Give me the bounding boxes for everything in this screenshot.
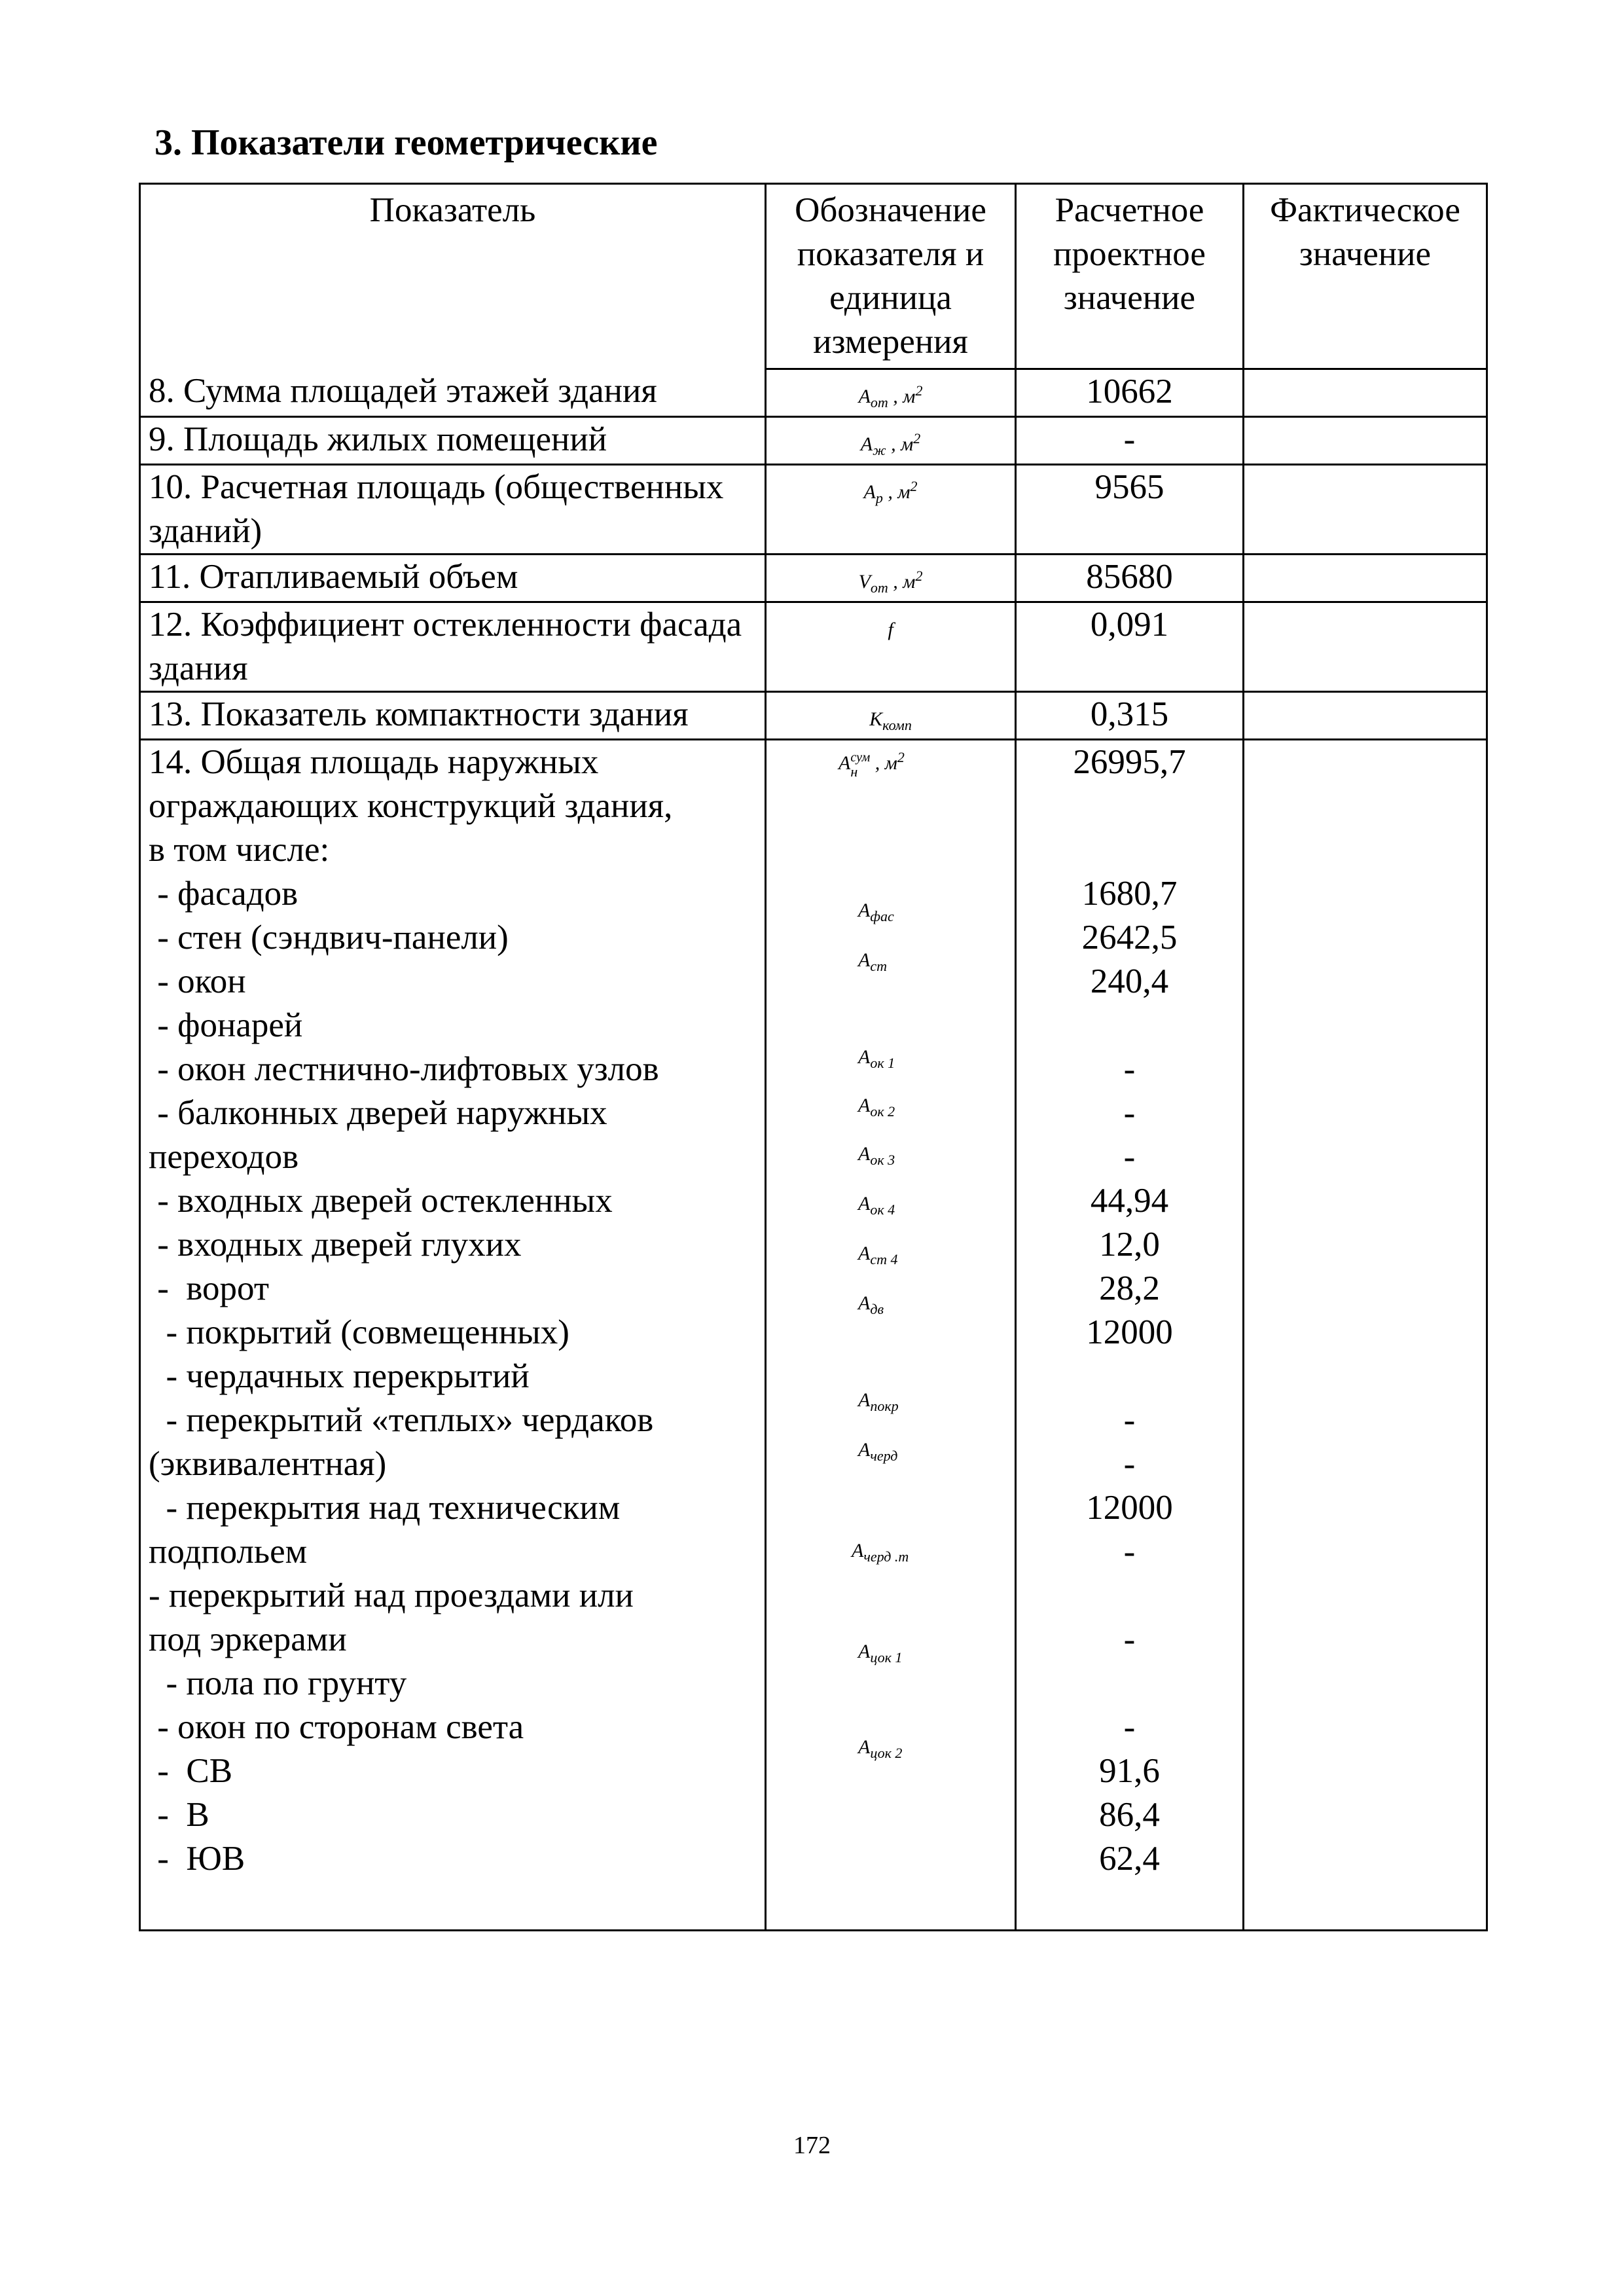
row14-symbols <box>767 740 1015 1919</box>
indicator-line: - окон по сторонам света <box>149 1708 524 1746</box>
indicator-line: (эквивалентная) <box>149 1445 387 1483</box>
value-line: 2642,5 <box>1081 919 1178 957</box>
designation-symbol: $V_{от}$ , $м^2$ <box>858 568 923 596</box>
value-line: - <box>1123 1445 1136 1483</box>
design-value-cell: 9565 <box>1016 465 1244 555</box>
designation-symbol: $K_{комп}$ <box>869 708 912 733</box>
indicator-line: - окон <box>149 962 246 1000</box>
value-line <box>1024 1662 1235 1705</box>
component-symbol: $A_{дв}$ <box>858 1292 884 1317</box>
indicator-line: - В <box>149 1796 209 1834</box>
designation-symbol: $A_{от}$ , $м^2$ <box>858 382 923 410</box>
value-line: 12,0 <box>1099 1226 1160 1264</box>
design-value-cell: 10662 <box>1016 369 1244 417</box>
indicator-line: - перекрытий над проездами или <box>149 1576 634 1614</box>
indicator-line: - стен (сэндвич-панели) <box>149 919 509 957</box>
component-symbol: $A_{ст}$ <box>858 949 887 974</box>
row14-value-lines <box>1024 740 1235 1881</box>
header-actual-value: Фактическое значение <box>1244 184 1487 369</box>
value-line: - <box>1123 1401 1136 1439</box>
indicator-line: ограждающих конструкций здания, <box>149 787 673 825</box>
row14-actual <box>1244 740 1487 1931</box>
value-line <box>1024 1004 1235 1048</box>
indicator-line: - фонарей <box>149 1006 303 1044</box>
designation-cell <box>766 692 1016 740</box>
component-symbol: $A_{ок 2}$ <box>858 1095 895 1120</box>
actual-value-cell <box>1244 602 1487 692</box>
indicator-line: - балконных дверей наружных <box>149 1094 607 1132</box>
actual-value-cell <box>1244 692 1487 740</box>
value-line: 1680,7 <box>1081 875 1178 913</box>
section-title: 3. Показатели геометрические <box>154 122 658 163</box>
component-symbol: $A_{ст 4}$ <box>858 1243 898 1267</box>
table-row <box>140 465 1487 555</box>
actual-value-cell <box>1244 555 1487 602</box>
main-designation-symbol: A сум н , $м^2$ <box>839 749 905 780</box>
designation-cell <box>766 602 1016 692</box>
table-row-14 <box>140 740 1487 1931</box>
component-symbol: $A_{ок 1}$ <box>858 1046 895 1071</box>
page-number: 172 <box>793 2132 831 2159</box>
symbol-subscript: от <box>870 579 888 596</box>
symbol-subscript: ж <box>873 442 886 458</box>
indicator-line: - ворот <box>149 1269 270 1307</box>
designation-cell <box>766 369 1016 417</box>
symbol-subscript: от <box>870 394 888 410</box>
symbol-subscript: ст 4 <box>870 1251 898 1267</box>
table-row <box>140 369 1487 417</box>
indicator-cell: 13. Показатель компактности здания <box>140 692 766 740</box>
component-symbol: $A_{цок 1}$ <box>858 1641 903 1666</box>
value-line: 26995,7 <box>1073 743 1186 781</box>
indicator-line: - покрытий (совмещенных) <box>149 1313 569 1351</box>
symbol-subscript: фас <box>870 908 894 924</box>
value-line: - <box>1123 1138 1136 1176</box>
designation-cell <box>766 417 1016 465</box>
unit-superscript: 2 <box>913 430 921 446</box>
indicator-line: - пола по грунту <box>149 1664 407 1702</box>
symbol-subscript: дв <box>870 1301 884 1317</box>
component-symbol: $A_{цок 2}$ <box>858 1736 903 1761</box>
indicator-line: - входных дверей остекленных <box>149 1182 613 1220</box>
unit-superscript: 2 <box>915 568 923 584</box>
indicator-line: в том числе: <box>149 831 330 869</box>
design-value-cell: - <box>1016 417 1244 465</box>
unit-superscript: 2 <box>910 478 918 494</box>
geometric-indicators-table <box>139 183 1488 1931</box>
indicator-line: - фасадов <box>149 875 298 913</box>
designation-cell <box>766 465 1016 555</box>
indicator-line: - входных дверей глухих <box>149 1226 522 1264</box>
component-symbol: $A_{черд}$ <box>858 1439 898 1464</box>
symbol-subscript: черд <box>870 1448 898 1464</box>
indicator-line: - перекрытия над техническим <box>149 1489 621 1527</box>
indicator-cell: 9. Площадь жилых помещений <box>140 417 766 465</box>
value-line: - <box>1123 1533 1136 1571</box>
value-line <box>1024 1355 1235 1398</box>
unit-superscript: 2 <box>897 749 905 765</box>
value-line <box>1024 828 1235 872</box>
value-line: 62,4 <box>1099 1840 1160 1878</box>
row14-designation <box>766 740 1016 1931</box>
symbol-subscript: ок 2 <box>870 1103 895 1120</box>
value-line: 12000 <box>1086 1489 1173 1527</box>
value-line <box>1024 1574 1235 1618</box>
value-line: - <box>1123 1094 1136 1132</box>
indicator-line: 14. Общая площадь наружных <box>149 743 599 781</box>
indicator-cell: 8. Сумма площадей этажей здания <box>140 369 766 417</box>
design-value-cell: 0,091 <box>1016 602 1244 692</box>
value-line: 12000 <box>1086 1313 1173 1351</box>
table-row <box>140 692 1487 740</box>
symbol-subscript: цок 1 <box>870 1649 903 1666</box>
designation-symbol: $A_р$ , $м^2$ <box>863 478 918 506</box>
indicator-line: - чердачных перекрытий <box>149 1357 530 1395</box>
value-line: - <box>1123 1620 1136 1658</box>
component-symbol: $A_{фас}$ <box>858 900 894 924</box>
indicator-line: переходов <box>149 1138 299 1176</box>
design-value-cell: 0,315 <box>1016 692 1244 740</box>
actual-value-cell <box>1244 369 1487 417</box>
row14-values <box>1016 740 1244 1931</box>
symbol-subscript: ст <box>870 958 887 974</box>
component-symbol: $A_{ок 4}$ <box>858 1193 895 1218</box>
indicator-line: - перекрытий «теплых» чердаков <box>149 1401 654 1439</box>
value-line: 240,4 <box>1090 962 1169 1000</box>
symbol-superscript: сум <box>850 750 871 765</box>
indicator-cell: 11. Отапливаемый объем <box>140 555 766 602</box>
symbol-subscript: ок 4 <box>870 1201 895 1218</box>
row14-indicator-lines <box>149 740 757 1881</box>
unit-superscript: 2 <box>915 382 923 399</box>
row14-indicator <box>140 740 766 1931</box>
symbol-subscript: покр <box>870 1398 899 1414</box>
value-line: 44,94 <box>1090 1182 1169 1220</box>
symbol-subscript: н <box>850 763 858 780</box>
indicator-cell: 12. Коэффициент остекленности фасада здания <box>140 602 766 692</box>
value-line <box>1024 784 1235 828</box>
indicator-line: подпольем <box>149 1533 308 1571</box>
indicator-line: - СВ <box>149 1752 233 1790</box>
value-line: - <box>1123 1708 1136 1746</box>
table-row <box>140 555 1487 602</box>
component-symbol: $A_{ок 3}$ <box>858 1143 895 1168</box>
symbol-subscript: комп <box>882 717 912 733</box>
component-symbol: $A_{покр}$ <box>858 1389 899 1414</box>
symbol-subscript: ок 1 <box>870 1055 895 1071</box>
indicator-line: - окон лестнично-лифтовых узлов <box>149 1050 659 1088</box>
symbol-subscript: черд .т <box>863 1548 909 1565</box>
indicator-cell: 10. Расчетная площадь (общественных зданий) <box>140 465 766 555</box>
value-line: - <box>1123 1050 1136 1088</box>
header-designation: Обозначение показателя и единица измерения <box>766 184 1016 369</box>
design-value-cell: 85680 <box>1016 555 1244 602</box>
table-row <box>140 602 1487 692</box>
designation-cell <box>766 555 1016 602</box>
table-row <box>140 417 1487 465</box>
symbol-subscript: р <box>875 490 883 506</box>
indicator-line: под эркерами <box>149 1620 347 1658</box>
table-header-row <box>140 184 1487 369</box>
designation-symbol: $A_ж$ , $м^2$ <box>860 430 921 458</box>
table-body <box>140 369 1487 740</box>
designation-symbol: f <box>888 619 893 640</box>
symbol-subscript: ок 3 <box>870 1152 895 1168</box>
actual-value-cell <box>1244 417 1487 465</box>
component-symbol: $A_{черд .т}$ <box>852 1540 909 1565</box>
value-line: 91,6 <box>1099 1752 1160 1790</box>
value-line: 28,2 <box>1099 1269 1160 1307</box>
symbol-subscript: цок 2 <box>870 1745 903 1761</box>
header-indicator: Показатель <box>140 184 766 369</box>
value-line: 86,4 <box>1099 1796 1160 1834</box>
indicator-line: - ЮВ <box>149 1840 245 1878</box>
actual-value-cell <box>1244 465 1487 555</box>
header-design-value: Расчетное проектное значение <box>1016 184 1244 369</box>
